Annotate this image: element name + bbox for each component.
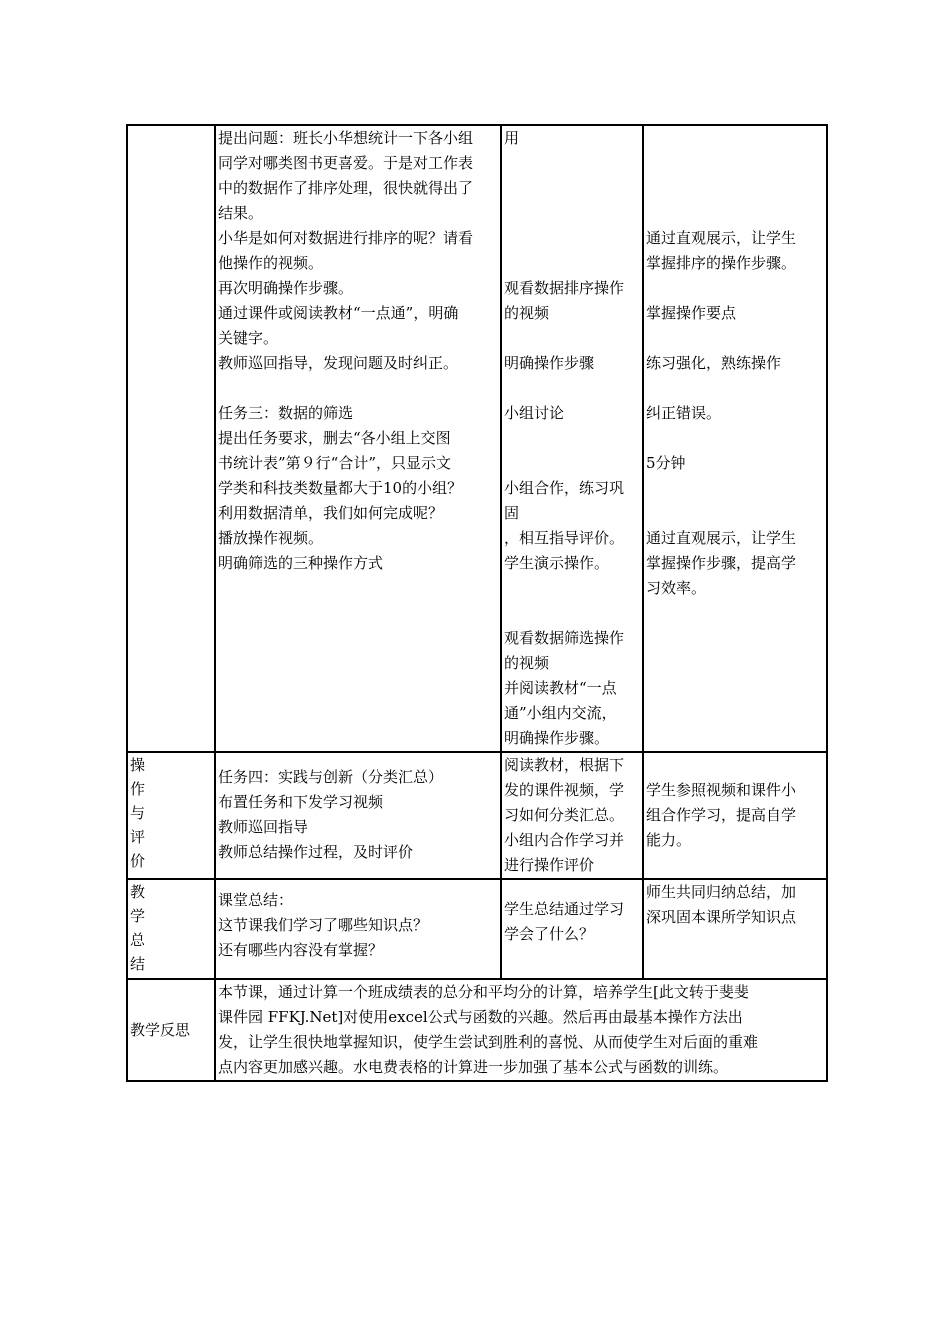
section-label-char-line: 价 (130, 852, 146, 870)
teacher-activity-line: 明确筛选的三种操作方式 (218, 554, 384, 572)
student-activity-line: 的视频 (504, 304, 550, 322)
design-intent-line: 掌握排序的操作步骤。 (646, 254, 797, 272)
student-activity-line (504, 176, 642, 201)
student-activity-line: 学生演示操作。 (504, 554, 610, 572)
student-activity-line: 观看数据排序操作 (504, 279, 625, 297)
design-intent-line: 通过直观展示，让学生 (646, 529, 797, 547)
design-intent-line (646, 151, 826, 176)
row3-teacher-activity (215, 879, 501, 979)
student-activity-line: 学会了什么？ (504, 925, 595, 943)
design-intent-line: 学生参照视频和课件小 (646, 781, 797, 799)
design-intent-line: 组合作学习，提高自学 (646, 806, 797, 824)
reflection-text-line: 课件园 FFKJ.Net]对使用excel公式与函数的兴趣。然后再由最基本操作方法出 (218, 1008, 743, 1026)
student-activity-line: 观看数据筛选操作 (504, 629, 625, 647)
design-intent-line: 通过直观展示，让学生 (646, 229, 797, 247)
teacher-activity-line: 同学对哪类图书更喜爱。于是对工作表 (218, 154, 474, 172)
student-activity-line: 明确操作步骤 (504, 354, 595, 372)
design-intent-line: 深巩固本课所学知识点 (646, 908, 797, 926)
student-activity-line: 进行操作评价 (504, 856, 595, 874)
student-activity-line (504, 251, 642, 276)
table-row-summary (127, 879, 827, 979)
table-row-sort-filter (127, 125, 827, 752)
teacher-activity-line: 利用数据清单，我们如何完成呢？ (218, 504, 444, 522)
student-activity-line (504, 576, 642, 601)
student-activity-line: 学生总结通过学习 (504, 900, 625, 918)
student-activity-line: 发的课件视频，学 (504, 781, 625, 799)
student-activity-line: 通”小组内交流， (504, 704, 617, 722)
student-activity-line: 并阅读教材“一点 (504, 679, 617, 697)
section-label-char-line: 结 (130, 955, 146, 973)
teacher-activity-line: 这节课我们学习了哪些知识点？ (218, 916, 429, 934)
student-activity-line: 习如何分类汇总。 (504, 806, 625, 824)
design-intent-line (646, 326, 826, 351)
teacher-activity-line: 提出任务要求，删去“各小组上交图 (218, 429, 451, 447)
reflection-text-line: 发，让学生很快地掌握知识，使学生尝试到胜利的喜悦、从而使学生对后面的重难 (218, 1033, 759, 1051)
design-intent-line: 掌握操作要点 (646, 304, 737, 322)
row1-student-activity (501, 125, 643, 752)
design-intent-line: 能力。 (646, 831, 692, 849)
table-row-practice (127, 752, 827, 879)
teacher-activity-line: 通过课件或阅读教材“一点通”，明确 (218, 304, 459, 322)
design-intent-line (646, 476, 826, 501)
design-intent-line (646, 276, 826, 301)
teacher-activity-line: 结果。 (218, 204, 264, 222)
row2-label-cell (127, 752, 215, 879)
row3-label-cell (127, 879, 215, 979)
row3-design-intent (643, 879, 827, 979)
student-activity-line (504, 226, 642, 251)
teacher-activity-line: 播放操作视频。 (218, 529, 324, 547)
row1-design-intent (643, 125, 827, 752)
teacher-activity-line: 学类和科技类数量都大于10的小组？ (218, 479, 463, 497)
teacher-activity-line: 还有哪些内容没有掌握？ (218, 941, 384, 959)
section-label-char-line: 总 (130, 931, 146, 949)
design-intent-line (646, 201, 826, 226)
teacher-activity-line: 任务三：数据的筛选 (218, 404, 354, 422)
student-activity-line (504, 326, 642, 351)
design-intent-line (646, 501, 826, 526)
design-intent-line: 纠正错误。 (646, 404, 722, 422)
design-intent-line (646, 176, 826, 201)
section-label-char-line: 教 (130, 883, 146, 901)
section-label-char-line: 作 (130, 780, 146, 798)
row1-label-cell (127, 125, 215, 752)
design-intent-line: 5分钟 (646, 454, 686, 472)
teacher-activity-line: 教师总结操作过程，及时评价 (218, 843, 414, 861)
design-intent-line (646, 426, 826, 451)
design-intent-line (646, 376, 826, 401)
section-label-char-line: 评 (130, 828, 146, 846)
section-label-char-line: 操 (130, 756, 146, 774)
row1-teacher-activity (215, 125, 501, 752)
teacher-activity-line: 课堂总结： (218, 891, 294, 909)
table-row-reflection (127, 979, 827, 1081)
reflection-text-line: 本节课，通过计算一个班成绩表的总分和平均分的计算，培养学生[此文转于斐斐 (218, 983, 749, 1001)
student-activity-line: 阅读教材，根据下 (504, 756, 625, 774)
student-activity-line (504, 151, 642, 176)
teacher-activity-line: 提出问题：班长小华想统计一下各小组 (218, 129, 474, 147)
student-activity-line: 明确操作步骤。 (504, 729, 610, 747)
design-intent-line (646, 126, 826, 151)
student-activity-line: 小组内合作学习并 (504, 831, 625, 849)
student-activity-line: 小组讨论 (504, 404, 565, 422)
reflection-text-cell (215, 979, 827, 1081)
teacher-activity-line: 教师巡回指导 (218, 818, 309, 836)
section-label-char-line: 与 (130, 804, 146, 822)
teacher-activity-line: 布置任务和下发学习视频 (218, 793, 384, 811)
teacher-activity-line: 教师巡回指导，发现问题及时纠正。 (218, 354, 459, 372)
row4-label-cell (127, 979, 215, 1081)
row2-teacher-activity (215, 752, 501, 879)
teacher-activity-line: 任务四：实践与创新（分类汇总） (218, 768, 444, 786)
teacher-activity-line: 中的数据作了排序处理，很快就得出了 (218, 179, 474, 197)
design-intent-line: 习效率。 (646, 579, 707, 597)
student-activity-line: 的视频 (504, 654, 550, 672)
student-activity-line (504, 451, 642, 476)
design-intent-line: 练习强化，熟练操作 (646, 354, 782, 372)
student-activity-line: 固 (504, 504, 520, 522)
teacher-activity-line: 书统计表”第９行“合计”，只显示文 (218, 454, 452, 472)
section-label-char-line: 学 (130, 907, 146, 925)
row2-design-intent (643, 752, 827, 879)
student-activity-line: 小组合作，练习巩 (504, 479, 625, 497)
teacher-activity-line: 小华是如何对数据进行排序的呢？请看 (218, 229, 474, 247)
design-intent-line: 师生共同归纳总结，加 (646, 883, 797, 901)
teacher-activity-line (218, 376, 500, 401)
lesson-plan-table (126, 124, 828, 1082)
teacher-activity-line: 关键字。 (218, 329, 279, 347)
design-intent-line: 掌握操作步骤，提高学 (646, 554, 797, 572)
row3-student-activity (501, 879, 643, 979)
student-activity-line (504, 201, 642, 226)
student-activity-line (504, 601, 642, 626)
reflection-label: 教学反思 (130, 1020, 191, 1039)
row2-student-activity (501, 752, 643, 879)
student-activity-line (504, 426, 642, 451)
teacher-activity-line: 再次明确操作步骤。 (218, 279, 354, 297)
student-activity-line (504, 376, 642, 401)
reflection-text-line: 点内容更加感兴趣。水电费表格的计算进一步加强了基本公式与函数的训练。 (218, 1058, 729, 1076)
teacher-activity-line: 他操作的视频。 (218, 254, 324, 272)
student-activity-line: ，相互指导评价。 (504, 529, 625, 547)
student-activity-line: 用 (504, 129, 520, 147)
